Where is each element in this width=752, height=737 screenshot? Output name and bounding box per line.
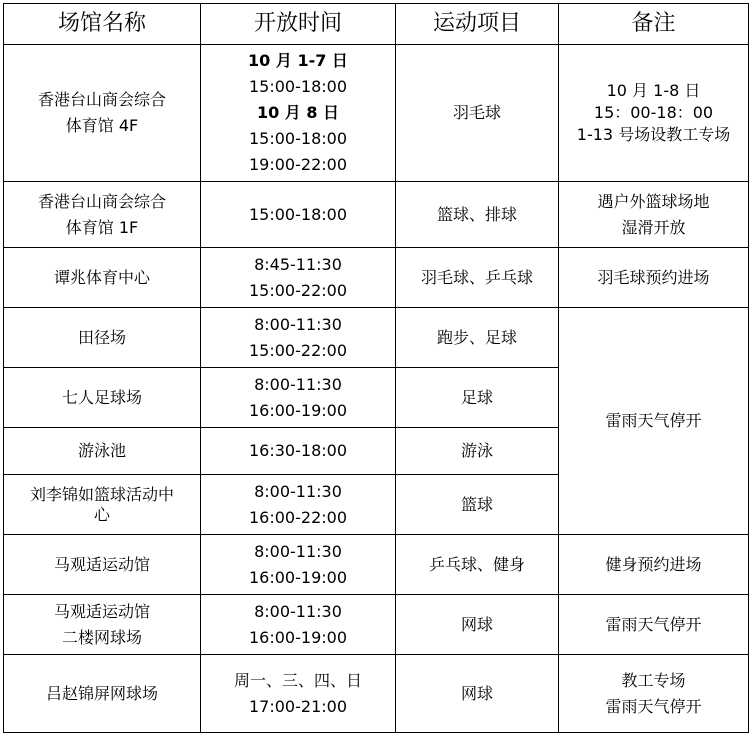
header-hours: 开放时间 <box>201 4 396 45</box>
sport-cell: 羽毛球 <box>396 45 559 182</box>
venue-cell-line: 香港台山商会综合 <box>37 90 166 109</box>
hours-cell-line: 15:00-18:00 <box>249 77 347 96</box>
hours-cell <box>201 248 396 308</box>
hours-cell-line: 15:00-22:00 <box>249 280 347 300</box>
header-venue: 场馆名称 <box>4 4 201 45</box>
table-row <box>4 655 749 733</box>
venue-cell <box>4 248 201 308</box>
note-cell <box>559 45 749 182</box>
venue-cell-line: 二楼网球场 <box>61 627 142 647</box>
table-row <box>4 248 749 308</box>
hours-cell-line: 16:30-18:00 <box>249 441 347 460</box>
venue-cell <box>4 428 201 475</box>
hours-cell-line: 19:00-22:00 <box>249 155 347 174</box>
hours-cell-line: 17:00-21:00 <box>249 696 347 716</box>
hours-cell-line: 8:00-11:30 <box>254 601 342 621</box>
venue-cell <box>4 595 201 655</box>
table-row <box>4 595 749 655</box>
note-cell-line: 羽毛球预约进场 <box>597 267 710 287</box>
note-cell-line: 健身预约进场 <box>605 554 702 574</box>
hours-cell-line: 16:00-19:00 <box>249 400 347 420</box>
venue-cell <box>4 655 201 733</box>
note-cell <box>559 535 749 595</box>
note-cell <box>559 182 749 248</box>
sport-cell: 羽毛球、乒乓球 <box>396 248 559 308</box>
sport-cell: 足球 <box>396 368 559 428</box>
sport-cell: 跑步、足球 <box>396 308 559 368</box>
venue-cell <box>4 182 201 248</box>
hours-cell <box>201 475 396 535</box>
sport-cell: 网球 <box>396 595 559 655</box>
sport-cell: 篮球 <box>396 475 559 535</box>
sport-cell: 篮球、排球 <box>396 182 559 248</box>
hours-cell-line: 8:45-11:30 <box>254 254 342 274</box>
hours-cell <box>201 595 396 655</box>
hours-cell-line: 10 月 8 日 <box>256 103 340 122</box>
venue-cell <box>4 475 201 535</box>
venue-cell-line: 体育馆 4F <box>65 116 139 135</box>
venue-cell-line: 香港台山商会综合 <box>37 191 166 211</box>
venue-cell-line: 田径场 <box>77 327 126 347</box>
hours-cell-line: 8:00-11:30 <box>254 314 342 334</box>
hours-cell <box>201 182 396 248</box>
hours-cell-line: 10 月 1-7 日 <box>248 51 348 70</box>
note-cell-line: 雷雨天气停开 <box>605 411 702 430</box>
venue-cell-line: 游泳池 <box>77 441 126 460</box>
sport-cell: 游泳 <box>396 428 559 475</box>
table-row <box>4 182 749 248</box>
hours-cell-line: 8:00-11:30 <box>254 374 342 394</box>
venue-cell-line: 心 <box>93 504 110 524</box>
venue-cell-line: 七人足球场 <box>61 387 142 407</box>
sport-cell: 网球 <box>396 655 559 733</box>
note-cell-line: 湿滑开放 <box>621 217 686 237</box>
hours-cell <box>201 45 396 182</box>
venue-cell-line: 体育馆 1F <box>65 217 139 237</box>
hours-cell <box>201 535 396 595</box>
hours-cell-line: 周一、三、四、日 <box>233 670 362 690</box>
hours-cell <box>201 368 396 428</box>
table-row <box>4 308 749 368</box>
header-sport: 运动项目 <box>396 4 559 45</box>
venue-cell <box>4 535 201 595</box>
venue-cell-line: 马观适运动馆 <box>53 554 150 574</box>
note-cell <box>559 248 749 308</box>
hours-cell-line: 8:00-11:30 <box>254 541 342 561</box>
note-cell <box>559 595 749 655</box>
sport-cell: 乒乓球、健身 <box>396 535 559 595</box>
note-cell-line: 教工专场 <box>621 670 686 690</box>
header-row <box>4 4 749 45</box>
hours-cell-line: 16:00-22:00 <box>249 507 347 527</box>
note-cell-line: 雷雨天气停开 <box>605 614 702 634</box>
table-row <box>4 45 749 182</box>
venue-cell-line: 吕赵锦屏网球场 <box>45 683 158 703</box>
hours-cell-line: 15:00-18:00 <box>249 129 347 148</box>
hours-cell-line: 15:00-18:00 <box>249 204 347 224</box>
note-cell <box>559 308 749 535</box>
hours-cell-line: 8:00-11:30 <box>254 481 342 501</box>
venue-cell <box>4 368 201 428</box>
hours-cell <box>201 428 396 475</box>
hours-cell-line: 16:00-19:00 <box>249 627 347 647</box>
table-row <box>4 535 749 595</box>
note-cell-line: 遇户外篮球场地 <box>597 191 710 211</box>
venue-cell-line: 刘李锦如篮球活动中 <box>29 484 174 504</box>
table-body <box>4 45 749 733</box>
note-cell <box>559 655 749 733</box>
venue-cell <box>4 45 201 182</box>
venue-cell-line: 谭兆体育中心 <box>53 267 150 287</box>
note-cell-line: 雷雨天气停开 <box>605 696 702 716</box>
note-cell-line: 15：00-18：00 <box>593 103 714 122</box>
venue-cell-line: 马观适运动馆 <box>53 601 150 621</box>
venue-cell <box>4 308 201 368</box>
venue-schedule-table <box>3 3 749 733</box>
hours-cell <box>201 308 396 368</box>
hours-cell <box>201 655 396 733</box>
header-note: 备注 <box>559 4 749 45</box>
note-cell-line: 10 月 1-8 日 <box>606 81 701 100</box>
hours-cell-line: 16:00-19:00 <box>249 567 347 587</box>
note-cell-line: 1-13 号场设教工专场 <box>576 125 731 144</box>
hours-cell-line: 15:00-22:00 <box>249 340 347 360</box>
